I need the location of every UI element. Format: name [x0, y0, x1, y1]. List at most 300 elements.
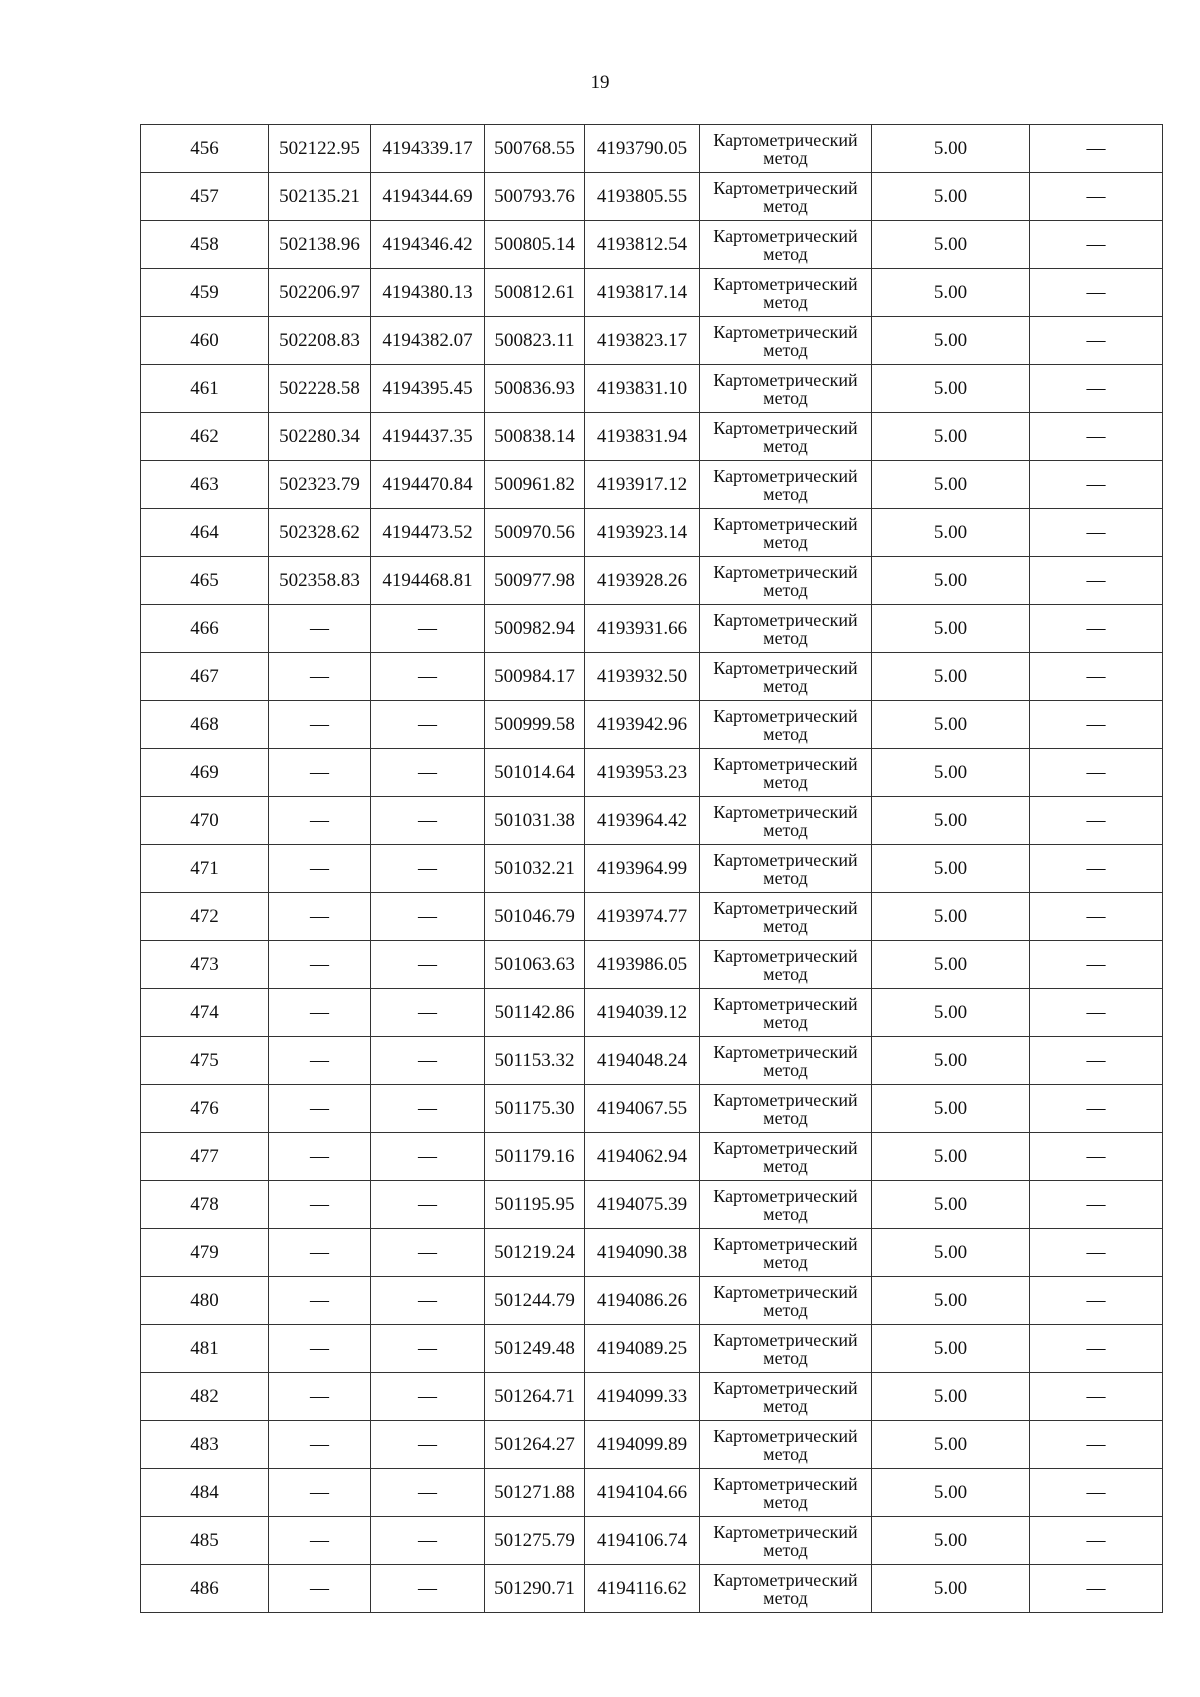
cell-description: — [1030, 269, 1163, 317]
cell-accuracy: 5.00 [872, 125, 1030, 173]
cell-new-y: 4193964.42 [585, 797, 700, 845]
cell-new-x: 501175.30 [485, 1085, 585, 1133]
cell-old-x: 502228.58 [269, 365, 371, 413]
cell-new-x: 501275.79 [485, 1517, 585, 1565]
cell-old-y: — [371, 1565, 485, 1613]
method-line-2: метод [763, 1395, 808, 1416]
table-row [141, 125, 1163, 173]
method-line-2: метод [763, 1107, 808, 1128]
cell-new-y: 4194048.24 [585, 1037, 700, 1085]
cell-description: — [1030, 1277, 1163, 1325]
method-line-2: метод [763, 1203, 808, 1224]
cell-method [700, 125, 872, 173]
cell-accuracy: 5.00 [872, 797, 1030, 845]
cell-accuracy: 5.00 [872, 1517, 1030, 1565]
cell-old-y: — [371, 989, 485, 1037]
cell-description: — [1030, 941, 1163, 989]
method-line-2: метод [763, 1059, 808, 1080]
cell-description: — [1030, 797, 1163, 845]
method-line-1: Картометрический [713, 369, 858, 390]
cell-method [700, 893, 872, 941]
method-line-2: метод [763, 723, 808, 744]
cell-point-number: 474 [141, 989, 269, 1037]
cell-accuracy: 5.00 [872, 557, 1030, 605]
table-row [141, 317, 1163, 365]
method-line-2: метод [763, 1491, 808, 1512]
cell-description: — [1030, 1373, 1163, 1421]
cell-description: — [1030, 701, 1163, 749]
cell-new-x: 501264.27 [485, 1421, 585, 1469]
table-row [141, 1181, 1163, 1229]
cell-old-y: 4194380.13 [371, 269, 485, 317]
cell-new-y: 4193817.14 [585, 269, 700, 317]
cell-point-number: 457 [141, 173, 269, 221]
cell-method [700, 1277, 872, 1325]
cell-method [700, 1181, 872, 1229]
cell-method [700, 509, 872, 557]
method-line-1: Картометрический [713, 513, 858, 534]
cell-point-number: 484 [141, 1469, 269, 1517]
cell-point-number: 459 [141, 269, 269, 317]
cell-point-number: 483 [141, 1421, 269, 1469]
cell-old-y: — [371, 845, 485, 893]
cell-accuracy: 5.00 [872, 1037, 1030, 1085]
method-line-2: метод [763, 483, 808, 504]
cell-old-y: — [371, 605, 485, 653]
method-line-1: Картометрический [713, 801, 858, 822]
cell-point-number: 480 [141, 1277, 269, 1325]
cell-old-x: — [269, 941, 371, 989]
cell-new-y: 4193974.77 [585, 893, 700, 941]
cell-method [700, 173, 872, 221]
cell-old-x: 502208.83 [269, 317, 371, 365]
cell-point-number: 460 [141, 317, 269, 365]
cell-old-y: 4194473.52 [371, 509, 485, 557]
method-line-1: Картометрический [713, 177, 858, 198]
method-line-2: метод [763, 435, 808, 456]
cell-new-x: 500977.98 [485, 557, 585, 605]
method-line-1: Картометрический [713, 657, 858, 678]
cell-old-x: — [269, 1565, 371, 1613]
method-line-2: метод [763, 195, 808, 216]
cell-old-y: — [371, 941, 485, 989]
cell-point-number: 477 [141, 1133, 269, 1181]
cell-accuracy: 5.00 [872, 509, 1030, 557]
method-line-1: Картометрический [713, 993, 858, 1014]
cell-description: — [1030, 173, 1163, 221]
cell-new-x: 501219.24 [485, 1229, 585, 1277]
table-row [141, 653, 1163, 701]
cell-accuracy: 5.00 [872, 221, 1030, 269]
method-line-2: метод [763, 1299, 808, 1320]
cell-new-y: 4193942.96 [585, 701, 700, 749]
table-row [141, 365, 1163, 413]
cell-old-y: — [371, 893, 485, 941]
table-row [141, 845, 1163, 893]
cell-point-number: 456 [141, 125, 269, 173]
cell-accuracy: 5.00 [872, 317, 1030, 365]
cell-old-x: — [269, 653, 371, 701]
cell-accuracy: 5.00 [872, 1373, 1030, 1421]
table-row [141, 1373, 1163, 1421]
cell-method [700, 413, 872, 461]
cell-point-number: 462 [141, 413, 269, 461]
method-line-2: метод [763, 243, 808, 264]
cell-accuracy: 5.00 [872, 1181, 1030, 1229]
cell-method [700, 605, 872, 653]
method-line-1: Картометрический [713, 705, 858, 726]
cell-new-x: 500812.61 [485, 269, 585, 317]
cell-method [700, 1517, 872, 1565]
cell-description: — [1030, 845, 1163, 893]
cell-new-y: 4193831.94 [585, 413, 700, 461]
method-line-2: метод [763, 819, 808, 840]
cell-description: — [1030, 1085, 1163, 1133]
cell-accuracy: 5.00 [872, 845, 1030, 893]
cell-accuracy: 5.00 [872, 1277, 1030, 1325]
cell-old-x: — [269, 797, 371, 845]
table-row [141, 1229, 1163, 1277]
cell-description: — [1030, 413, 1163, 461]
cell-old-y: 4194470.84 [371, 461, 485, 509]
cell-new-x: 501031.38 [485, 797, 585, 845]
method-line-1: Картометрический [713, 1521, 858, 1542]
cell-method [700, 1469, 872, 1517]
cell-new-x: 500805.14 [485, 221, 585, 269]
table-row [141, 1133, 1163, 1181]
method-line-2: метод [763, 1011, 808, 1032]
cell-point-number: 473 [141, 941, 269, 989]
cell-old-y: — [371, 1325, 485, 1373]
cell-old-y: — [371, 1085, 485, 1133]
cell-description: — [1030, 1469, 1163, 1517]
method-line-1: Картометрический [713, 417, 858, 438]
method-line-2: метод [763, 1443, 808, 1464]
table-row [141, 1421, 1163, 1469]
cell-old-x: — [269, 1085, 371, 1133]
cell-old-x: 502135.21 [269, 173, 371, 221]
cell-new-x: 501153.32 [485, 1037, 585, 1085]
method-line-1: Картометрический [713, 1041, 858, 1062]
method-line-2: метод [763, 675, 808, 696]
cell-old-x: — [269, 701, 371, 749]
cell-old-y: 4194346.42 [371, 221, 485, 269]
cell-accuracy: 5.00 [872, 1565, 1030, 1613]
cell-new-y: 4193917.12 [585, 461, 700, 509]
method-line-2: метод [763, 291, 808, 312]
cell-new-y: 4193928.26 [585, 557, 700, 605]
cell-description: — [1030, 653, 1163, 701]
cell-point-number: 485 [141, 1517, 269, 1565]
method-line-1: Картометрический [713, 849, 858, 870]
cell-old-y: — [371, 1133, 485, 1181]
cell-old-x: — [269, 989, 371, 1037]
method-line-1: Картометрический [713, 1377, 858, 1398]
cell-method [700, 221, 872, 269]
cell-new-y: 4194039.12 [585, 989, 700, 1037]
table-row [141, 1325, 1163, 1373]
cell-accuracy: 5.00 [872, 941, 1030, 989]
cell-old-x: 502206.97 [269, 269, 371, 317]
method-line-1: Картометрический [713, 1185, 858, 1206]
cell-old-x: — [269, 1421, 371, 1469]
cell-accuracy: 5.00 [872, 1133, 1030, 1181]
method-line-2: метод [763, 963, 808, 984]
method-line-1: Картометрический [713, 609, 858, 630]
cell-new-y: 4193812.54 [585, 221, 700, 269]
cell-accuracy: 5.00 [872, 1421, 1030, 1469]
method-line-1: Картометрический [713, 1569, 858, 1590]
cell-point-number: 482 [141, 1373, 269, 1421]
cell-accuracy: 5.00 [872, 413, 1030, 461]
cell-point-number: 486 [141, 1565, 269, 1613]
cell-old-x: — [269, 1181, 371, 1229]
cell-old-x: — [269, 1325, 371, 1373]
method-line-2: метод [763, 339, 808, 360]
cell-description: — [1030, 221, 1163, 269]
table-row [141, 701, 1163, 749]
method-line-1: Картометрический [713, 945, 858, 966]
cell-new-y: 4194089.25 [585, 1325, 700, 1373]
page-number: 19 [590, 72, 610, 93]
cell-description: — [1030, 125, 1163, 173]
method-line-1: Картометрический [713, 321, 858, 342]
cell-new-x: 500999.58 [485, 701, 585, 749]
cell-new-y: 4194099.89 [585, 1421, 700, 1469]
cell-new-y: 4194099.33 [585, 1373, 700, 1421]
cell-old-x: 502280.34 [269, 413, 371, 461]
cell-description: — [1030, 1565, 1163, 1613]
cell-new-y: 4194075.39 [585, 1181, 700, 1229]
cell-accuracy: 5.00 [872, 173, 1030, 221]
cell-method [700, 941, 872, 989]
cell-description: — [1030, 1517, 1163, 1565]
cell-new-x: 500823.11 [485, 317, 585, 365]
cell-new-x: 501290.71 [485, 1565, 585, 1613]
cell-new-y: 4194086.26 [585, 1277, 700, 1325]
cell-new-y: 4194106.74 [585, 1517, 700, 1565]
cell-old-x: — [269, 1277, 371, 1325]
table-row [141, 749, 1163, 797]
cell-old-y: — [371, 701, 485, 749]
cell-point-number: 464 [141, 509, 269, 557]
cell-description: — [1030, 509, 1163, 557]
cell-method [700, 701, 872, 749]
cell-point-number: 471 [141, 845, 269, 893]
cell-old-x: — [269, 1373, 371, 1421]
cell-old-x: — [269, 1133, 371, 1181]
cell-accuracy: 5.00 [872, 1325, 1030, 1373]
method-line-2: метод [763, 915, 808, 936]
cell-new-x: 500982.94 [485, 605, 585, 653]
table-row [141, 605, 1163, 653]
method-line-1: Картометрический [713, 465, 858, 486]
cell-description: — [1030, 749, 1163, 797]
cell-point-number: 476 [141, 1085, 269, 1133]
table-row [141, 797, 1163, 845]
cell-old-y: — [371, 1517, 485, 1565]
cell-accuracy: 5.00 [872, 269, 1030, 317]
cell-old-y: 4194382.07 [371, 317, 485, 365]
cell-new-x: 501195.95 [485, 1181, 585, 1229]
table-row [141, 989, 1163, 1037]
cell-new-x: 501142.86 [485, 989, 585, 1037]
cell-new-x: 500836.93 [485, 365, 585, 413]
table-row [141, 1085, 1163, 1133]
cell-new-y: 4193923.14 [585, 509, 700, 557]
cell-new-y: 4194067.55 [585, 1085, 700, 1133]
cell-accuracy: 5.00 [872, 893, 1030, 941]
cell-new-x: 500984.17 [485, 653, 585, 701]
cell-new-x: 501046.79 [485, 893, 585, 941]
cell-new-x: 501264.71 [485, 1373, 585, 1421]
cell-old-y: — [371, 1373, 485, 1421]
cell-old-y: — [371, 1229, 485, 1277]
cell-point-number: 479 [141, 1229, 269, 1277]
cell-description: — [1030, 1229, 1163, 1277]
cell-old-x: — [269, 845, 371, 893]
cell-new-x: 501014.64 [485, 749, 585, 797]
cell-point-number: 472 [141, 893, 269, 941]
cell-point-number: 458 [141, 221, 269, 269]
cell-new-y: 4193964.99 [585, 845, 700, 893]
method-line-2: метод [763, 579, 808, 600]
table-row [141, 1037, 1163, 1085]
cell-old-x: 502138.96 [269, 221, 371, 269]
cell-point-number: 469 [141, 749, 269, 797]
cell-new-x: 501244.79 [485, 1277, 585, 1325]
cell-old-x: — [269, 1037, 371, 1085]
cell-old-y: — [371, 1181, 485, 1229]
cell-method [700, 365, 872, 413]
method-line-2: метод [763, 147, 808, 168]
cell-new-y: 4193931.66 [585, 605, 700, 653]
cell-method [700, 557, 872, 605]
method-line-1: Картометрический [713, 1233, 858, 1254]
method-line-1: Картометрический [713, 273, 858, 294]
cell-old-y: — [371, 1277, 485, 1325]
cell-old-x: 502122.95 [269, 125, 371, 173]
method-line-2: метод [763, 531, 808, 552]
cell-accuracy: 5.00 [872, 1469, 1030, 1517]
table-row [141, 1517, 1163, 1565]
cell-accuracy: 5.00 [872, 605, 1030, 653]
cell-new-x: 500961.82 [485, 461, 585, 509]
cell-new-x: 500793.76 [485, 173, 585, 221]
cell-old-x: — [269, 1469, 371, 1517]
cell-method [700, 653, 872, 701]
cell-accuracy: 5.00 [872, 461, 1030, 509]
cell-method [700, 269, 872, 317]
cell-method [700, 797, 872, 845]
cell-old-y: 4194344.69 [371, 173, 485, 221]
cell-old-y: 4194468.81 [371, 557, 485, 605]
cell-new-y: 4194090.38 [585, 1229, 700, 1277]
cell-old-x: — [269, 749, 371, 797]
cell-new-y: 4193986.05 [585, 941, 700, 989]
cell-description: — [1030, 317, 1163, 365]
cell-new-y: 4193805.55 [585, 173, 700, 221]
cell-new-y: 4193932.50 [585, 653, 700, 701]
method-line-2: метод [763, 387, 808, 408]
cell-method [700, 461, 872, 509]
method-line-2: метод [763, 627, 808, 648]
cell-accuracy: 5.00 [872, 1229, 1030, 1277]
table-row [141, 941, 1163, 989]
cell-method [700, 1085, 872, 1133]
cell-description: — [1030, 1037, 1163, 1085]
cell-new-y: 4194104.66 [585, 1469, 700, 1517]
cell-old-y: — [371, 1421, 485, 1469]
coordinates-table [140, 124, 1163, 1613]
cell-old-y: — [371, 749, 485, 797]
cell-accuracy: 5.00 [872, 701, 1030, 749]
table-row [141, 461, 1163, 509]
method-line-1: Картометрический [713, 753, 858, 774]
cell-accuracy: 5.00 [872, 365, 1030, 413]
cell-old-y: 4194339.17 [371, 125, 485, 173]
method-line-1: Картометрический [713, 225, 858, 246]
method-line-2: метод [763, 1587, 808, 1608]
method-line-2: метод [763, 1155, 808, 1176]
method-line-2: метод [763, 867, 808, 888]
cell-old-y: — [371, 653, 485, 701]
cell-point-number: 461 [141, 365, 269, 413]
cell-accuracy: 5.00 [872, 749, 1030, 797]
cell-accuracy: 5.00 [872, 653, 1030, 701]
cell-point-number: 465 [141, 557, 269, 605]
cell-description: — [1030, 605, 1163, 653]
cell-point-number: 467 [141, 653, 269, 701]
method-line-1: Картометрический [713, 129, 858, 150]
cell-old-x: — [269, 1517, 371, 1565]
cell-accuracy: 5.00 [872, 989, 1030, 1037]
cell-old-y: — [371, 1469, 485, 1517]
table-row [141, 893, 1163, 941]
cell-new-x: 501063.63 [485, 941, 585, 989]
cell-old-x: — [269, 893, 371, 941]
cell-point-number: 475 [141, 1037, 269, 1085]
table-row [141, 413, 1163, 461]
cell-description: — [1030, 1421, 1163, 1469]
cell-old-x: 502328.62 [269, 509, 371, 557]
cell-description: — [1030, 989, 1163, 1037]
cell-description: — [1030, 461, 1163, 509]
table-row [141, 1277, 1163, 1325]
cell-point-number: 466 [141, 605, 269, 653]
table-row [141, 557, 1163, 605]
cell-method [700, 1133, 872, 1181]
cell-point-number: 470 [141, 797, 269, 845]
method-line-1: Картометрический [713, 1089, 858, 1110]
cell-new-x: 501032.21 [485, 845, 585, 893]
method-line-1: Картометрический [713, 561, 858, 582]
cell-method [700, 749, 872, 797]
cell-description: — [1030, 557, 1163, 605]
method-line-2: метод [763, 1347, 808, 1368]
cell-point-number: 478 [141, 1181, 269, 1229]
cell-method [700, 317, 872, 365]
cell-method [700, 989, 872, 1037]
method-line-1: Картометрический [713, 1329, 858, 1350]
cell-method [700, 1229, 872, 1277]
cell-old-y: 4194395.45 [371, 365, 485, 413]
cell-new-x: 501249.48 [485, 1325, 585, 1373]
cell-new-y: 4193790.05 [585, 125, 700, 173]
cell-method [700, 1325, 872, 1373]
cell-old-y: — [371, 797, 485, 845]
cell-description: — [1030, 365, 1163, 413]
